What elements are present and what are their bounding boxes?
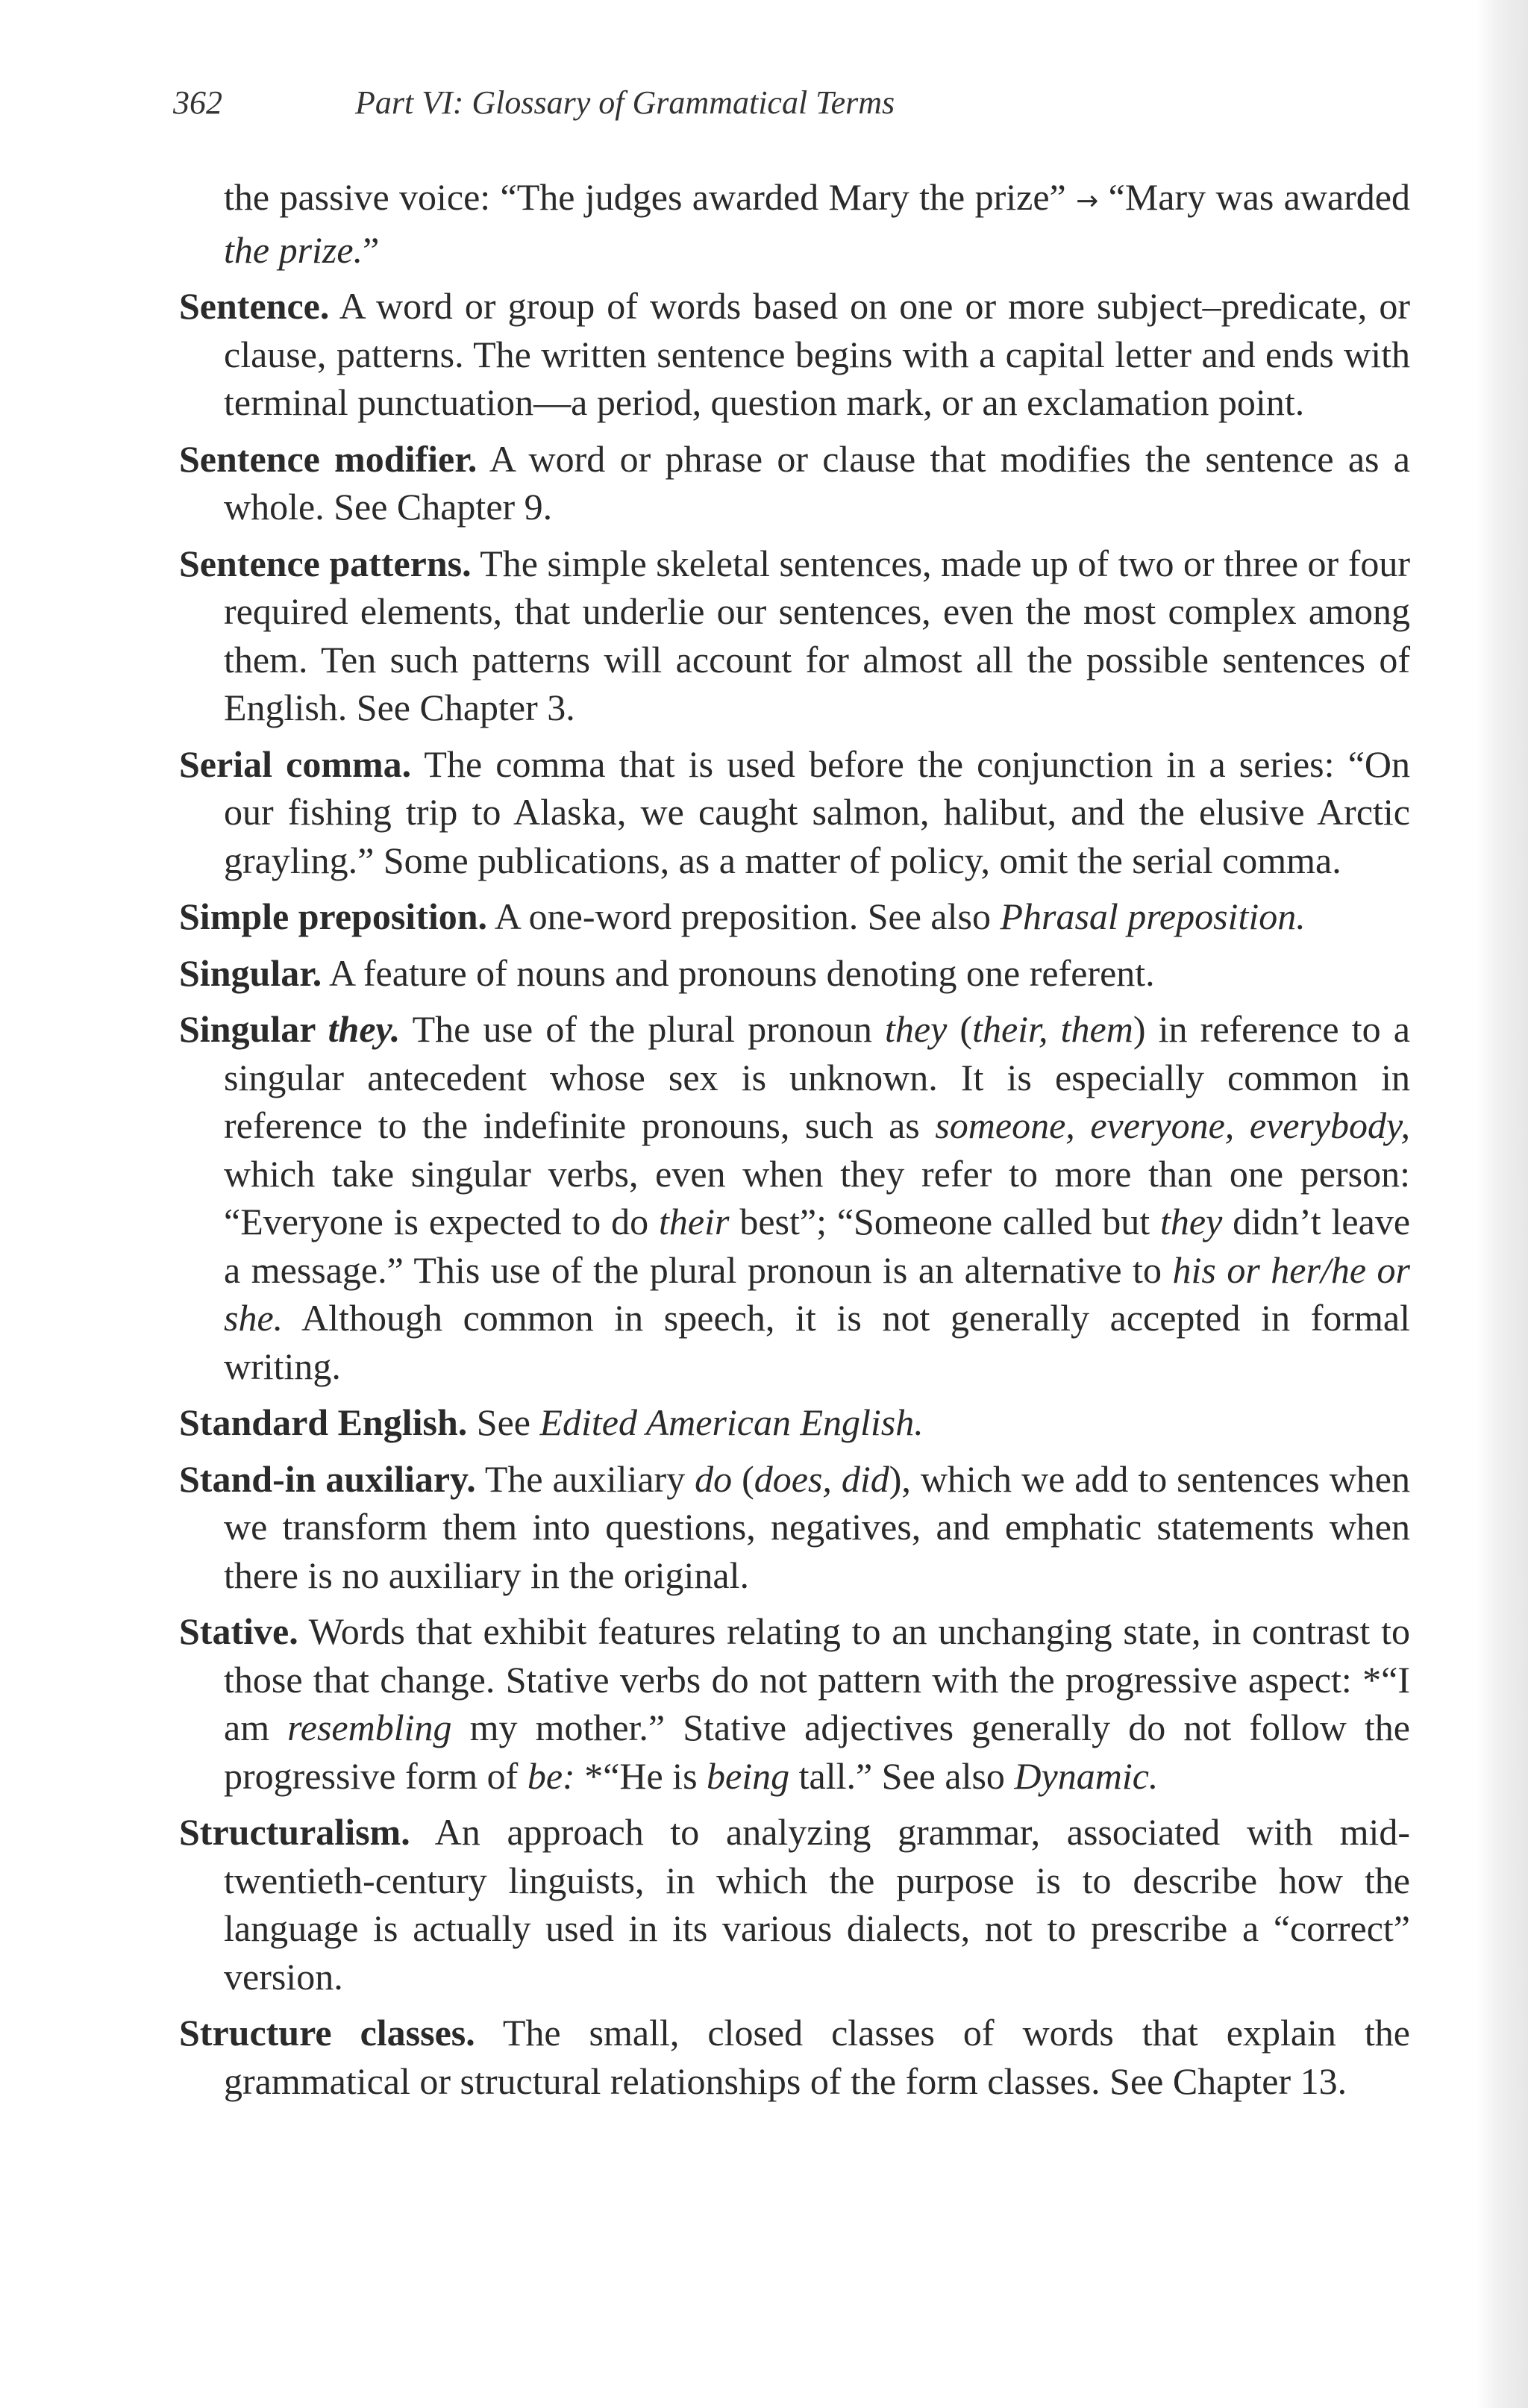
page-edge-shadow [1476,0,1528,2408]
right-arrow-icon: → [1076,186,1099,216]
entry-definition: The simple skeletal sentences, made up of two or three or four required elements, that underlie our sentences, even the most complex among them. Ten such patterns will account for almost all the possible sentences of English. See Chapter 3. [224,542,1411,728]
continued-entry-text: the passive voice: “The judges awarded Mary the prize” → “Mary was awarded the prize.” [224,176,1410,271]
part-title: Part VI: Glossary of Grammatical Terms [355,84,895,121]
entry-term: Serial comma. [179,742,412,785]
entry-term: Sentence. [179,285,330,327]
entry-term: Sentence patterns. [179,542,472,584]
entry-term: Structuralism. [179,1811,410,1853]
glossary-entry-stand-in-auxiliary: Stand-in auxiliary. The auxiliary do (does, did), which we add to sentences when we transform them into questions, negatives, and emphatic statements when there is no auxiliary in the original. [179,1457,1410,1596]
entry-term: Stand-in auxiliary. [179,1457,476,1500]
glossary-entry-sentence-modifier [179,435,1410,531]
entry-definition: A word or phrase or clause that modifies the sentence as a whole. See Chapter 9. [224,437,1411,528]
see-also-reference: Edited American English. [539,1401,924,1443]
glossary-entry-structuralism [179,1808,1410,2001]
entry-term: Sentence modifier. [179,437,478,480]
entry-term: Stative. [179,1610,298,1652]
glossary-entry-standard-english [179,1398,1410,1447]
glossary-entry-singular [179,949,1410,998]
entry-term: Standard English. [179,1401,468,1443]
page-number: 362 [173,84,222,121]
entry-definition: An approach to analyzing grammar, associated with mid-twentieth-century linguists, in which the purpose is to describe how the language is actually used in its various dialects, not to prescribe a “correct” version. [224,1811,1410,1998]
entry-term: Structure classes. [179,2012,475,2054]
entry-term: Singular they. [179,1008,401,1050]
glossary-entry-sentence [179,282,1410,427]
entry-definition: A one-word preposition. See also [487,895,1001,937]
entry-term: Simple preposition. [179,895,488,937]
entry-definition: A word or group of words based on one or more subject–predicate, or clause, patterns. The written sentence begins with a capital letter and ends with terminal punctuation—a period, question mark, or an exclamation point. [224,285,1410,423]
glossary-content [179,173,1410,2113]
glossary-entry-singular-they: Singular they. The use of the plural pronoun they (their, them) in reference to a singular antecedent whose sex is unknown. It is especially common in reference to the indefinite pronouns, such as someone, everyone, everybody, which take singular verbs, even when they refer to more than one person: “Everyone is expected to do their best”; “Someone called but they didn’t leave a message.” This use of the plural pronoun is an alternative to his or her/he or she. Although common in speech, it is not generally accepted in formal writing. [179,1008,1411,1387]
entry-definition: The comma that is used before the conjunction in a series: “On our fishing trip to Alaska, we caught salmon, halibut, and the elusive Arctic grayling.” Some publications, as a matter of policy, omit the serial comma. [224,742,1410,881]
glossary-entry-serial-comma [179,740,1410,885]
glossary-entry-stative: Stative. Words that exhibit features relating to an unchanging state, in contrast to those that change. Stative verbs do not pattern with the progressive aspect: *“I am resembling my mother.” Stative adjectives generally do not follow the progressive form of be: *“He is being tall.” See also Dynamic. [179,1610,1410,1797]
glossary-entry-structure-classes [179,2009,1410,2105]
glossary-entry-simple-preposition [179,892,1410,941]
entry-definition: The small, closed classes of words that explain the grammatical or structural relationships of the form classes. See Chapter 13. [224,2012,1410,2102]
see-also-reference: Phrasal preposition. [1000,895,1306,937]
entry-definition: A feature of nouns and pronouns denoting one referent. [322,951,1155,994]
running-head [173,81,1441,125]
glossary-entry-sentence-patterns [179,540,1410,732]
entry-term: Singular. [179,951,322,994]
entry-definition: See [467,1401,540,1443]
